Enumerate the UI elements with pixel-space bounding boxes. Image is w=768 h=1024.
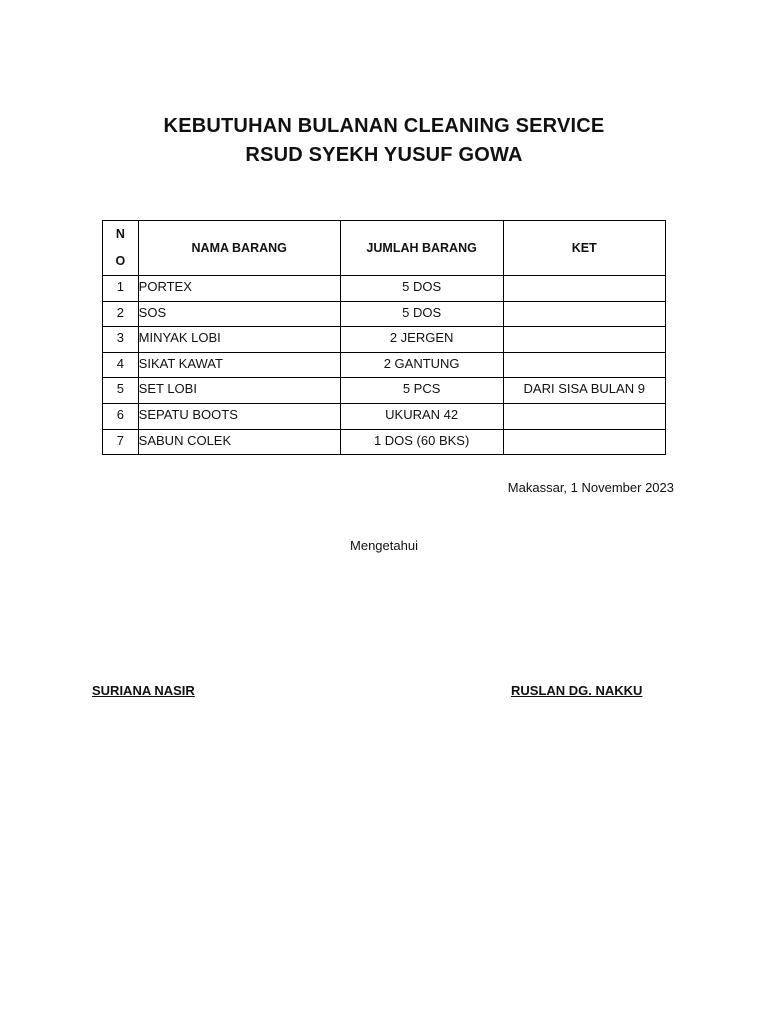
table-row [103, 378, 666, 404]
cell-nama: PORTEX [138, 276, 340, 302]
cell-jumlah: 1 DOS (60 BKS) [340, 429, 503, 455]
column-header-jumlah: JUMLAH BARANG [340, 221, 503, 276]
cell-jumlah: 5 DOS [340, 276, 503, 302]
cell-no: 4 [103, 352, 139, 378]
cell-no: 1 [103, 276, 139, 302]
cell-no: 5 [103, 378, 139, 404]
cell-nama: SIKAT KAWAT [138, 352, 340, 378]
column-header-ket: KET [503, 221, 666, 276]
document-subtitle: RSUD SYEKH YUSUF GOWA [245, 144, 523, 166]
column-header-nama: NAMA BARANG [138, 221, 340, 276]
column-header-no-line2: O [115, 254, 126, 268]
cell-nama: SEPATU BOOTS [138, 403, 340, 429]
cell-nama: MINYAK LOBI [138, 327, 340, 353]
cell-no: 7 [103, 429, 139, 455]
column-header-no [103, 221, 139, 276]
cell-jumlah: 5 DOS [340, 301, 503, 327]
cell-nama: SET LOBI [138, 378, 340, 404]
table-row [103, 276, 666, 302]
cell-no: 6 [103, 403, 139, 429]
cell-ket [503, 276, 666, 302]
signer-left-name: SURIANA NASIR [92, 683, 195, 698]
table-header-row [103, 221, 666, 276]
cell-no: 3 [103, 327, 139, 353]
cell-nama: SABUN COLEK [138, 429, 340, 455]
column-header-no-line1: N [115, 227, 125, 241]
table-body [103, 276, 666, 455]
table-row [103, 352, 666, 378]
table-row [103, 327, 666, 353]
cell-jumlah: 2 GANTUNG [340, 352, 503, 378]
table-row [103, 429, 666, 455]
table-row [103, 403, 666, 429]
cell-ket: DARI SISA BULAN 9 [503, 378, 666, 404]
signer-right-name: RUSLAN DG. NAKKU [511, 683, 643, 698]
cell-no: 2 [103, 301, 139, 327]
cell-ket [503, 301, 666, 327]
document-title: KEBUTUHAN BULANAN CLEANING SERVICE [163, 115, 605, 137]
place-date: Makassar, 1 November 2023 [507, 480, 674, 495]
cell-ket [503, 429, 666, 455]
acknowledged-label: Mengetahui [350, 538, 418, 553]
table-row [103, 301, 666, 327]
items-table [102, 220, 666, 455]
cell-ket [503, 327, 666, 353]
cell-jumlah: UKURAN 42 [340, 403, 503, 429]
cell-ket [503, 403, 666, 429]
cell-jumlah: 2 JERGEN [340, 327, 503, 353]
cell-ket [503, 352, 666, 378]
cell-jumlah: 5 PCS [340, 378, 503, 404]
cell-nama: SOS [138, 301, 340, 327]
